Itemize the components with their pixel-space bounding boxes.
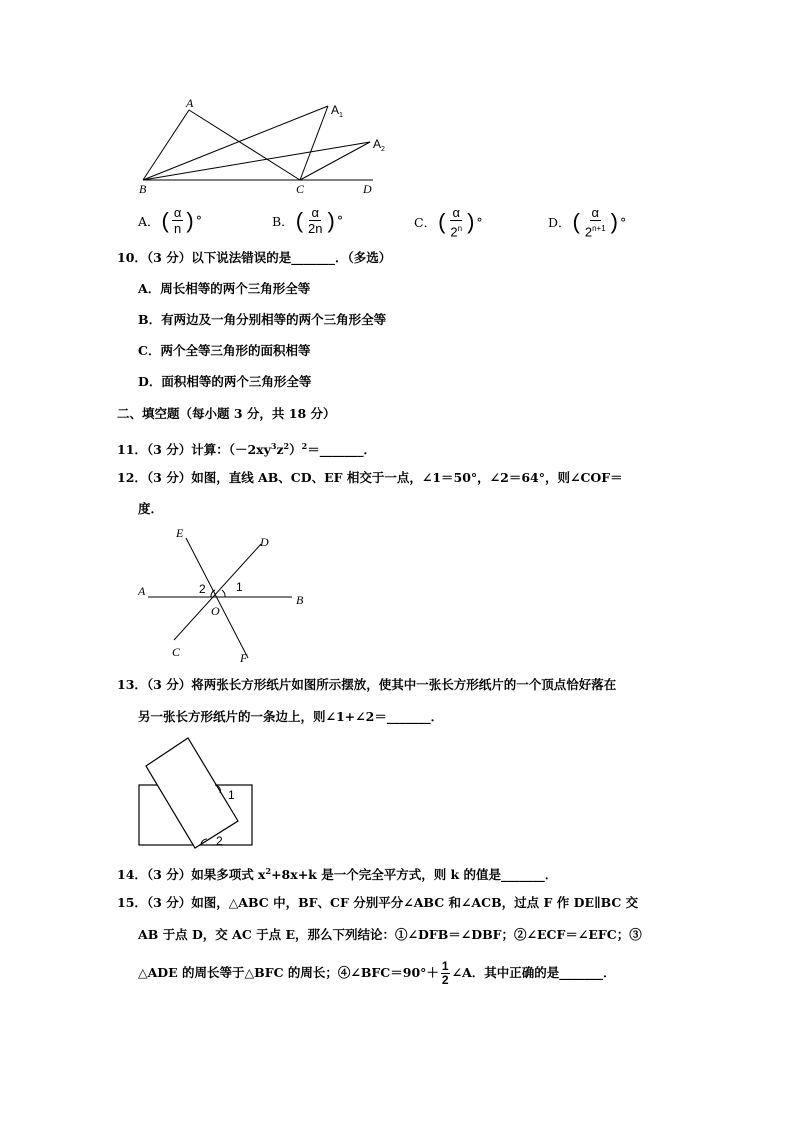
label-F: F bbox=[240, 651, 248, 665]
q13-stem-line2: 另一张长方形纸片的一条边上，则∠1+∠2＝_______． bbox=[138, 709, 444, 724]
label-D: D bbox=[260, 535, 269, 549]
angle-label-2: 2 bbox=[199, 582, 206, 596]
fraction-half: $\frac{1}{2}$ bbox=[441, 959, 449, 987]
q9-option-a: A． ( $\frac{\alpha}{n}$ ) ° bbox=[138, 205, 202, 236]
fraction: $\frac{\alpha}{2^{n+1}}$ bbox=[584, 205, 606, 240]
intersecting-lines-figure-q12 bbox=[130, 522, 320, 667]
option-letter: C． bbox=[414, 215, 437, 231]
section-heading-fill-in: 二、填空题（每小题 3 分，共 18 分） bbox=[117, 406, 336, 421]
q11-stem: 11．（3 分）计算：$(-2xy^3z^2)^2=\_\_\_\_\_\_\_$． bbox=[117, 441, 376, 458]
option-letter: D． bbox=[548, 215, 571, 231]
q10-option-c: C．两个全等三角形的面积相等 bbox=[138, 343, 311, 358]
fraction: $\frac{\alpha}{n}$ bbox=[173, 205, 182, 236]
option-letter: B． bbox=[272, 213, 294, 229]
q10-option-b: B．有两边及一角分别相等的两个三角形全等 bbox=[138, 312, 387, 327]
q10-option-a: A．周长相等的两个三角形全等 bbox=[138, 281, 311, 296]
label-A: A bbox=[186, 96, 194, 110]
label-O: O bbox=[211, 604, 220, 618]
label-A2: $A_2$ bbox=[373, 137, 385, 153]
fraction: $\frac{\alpha}{2^n}$ bbox=[450, 205, 463, 240]
label-D: D bbox=[363, 182, 372, 196]
label-C: C bbox=[172, 645, 181, 659]
q15-stem-line2: AB 于点 D，交 AC 于点 E，那么下列结论：①∠DFB＝∠DBF；②∠ECF＝∠EFC；③ bbox=[138, 927, 642, 942]
label-E: E bbox=[176, 526, 184, 540]
option-letter: A． bbox=[138, 213, 160, 229]
label-A1: $A_1$ bbox=[331, 103, 343, 119]
triangle-figure-q9 bbox=[130, 92, 400, 202]
angle-label-1: 1 bbox=[236, 580, 243, 594]
label-A: A bbox=[138, 584, 146, 598]
label-B: B bbox=[296, 593, 304, 607]
q10-option-d: D．面积相等的两个三角形全等 bbox=[138, 374, 312, 389]
q13-stem-line1: 13．（3 分）将两张长方形纸片如图所示摆放，使其中一张长方形纸片的一个顶点恰好落在 bbox=[117, 677, 617, 692]
q10-stem: 10．（3 分）以下说法错误的是_______．（多选） bbox=[117, 250, 392, 265]
label-B: B bbox=[139, 182, 147, 196]
q9-option-b: B． ( $\frac{\alpha}{2n}$ ) ° bbox=[272, 205, 344, 236]
q9-option-d: D． ( $\frac{\alpha}{2^{n+1}}$ ) ° bbox=[548, 205, 627, 240]
fraction: $\frac{\alpha}{2n}$ bbox=[308, 205, 323, 236]
q15-stem-line3: △ADE 的周长等于△BFC 的周长；④∠BFC＝90°＋ $\frac{1}{2}$ ∠A．其中正确的是_______． bbox=[138, 959, 616, 987]
q9-option-c: C． ( $\frac{\alpha}{2^n}$ ) ° bbox=[414, 205, 483, 240]
angle-label-1: 1 bbox=[228, 788, 235, 802]
q14-stem: 14．（3 分）如果多项式 $x^2+8x+k$ 是一个完全平方式，则 k 的值是_______． bbox=[117, 866, 558, 883]
angle-label-2: 2 bbox=[216, 834, 223, 848]
rectangles-figure-q13 bbox=[132, 732, 262, 850]
q12-stem-line2: 度． bbox=[138, 501, 164, 516]
label-C: C bbox=[296, 182, 305, 196]
q15-stem-line1: 15．（3 分）如图，△ABC 中，BF、CF 分别平分∠ABC 和∠ACB，过点 F 作 DE∥BC 交 bbox=[117, 895, 639, 910]
q12-stem-line1: 12．（3 分）如图，直线 AB、CD、EF 相交于一点，∠1＝50°，∠2＝64°，则∠COF＝ bbox=[117, 470, 623, 485]
